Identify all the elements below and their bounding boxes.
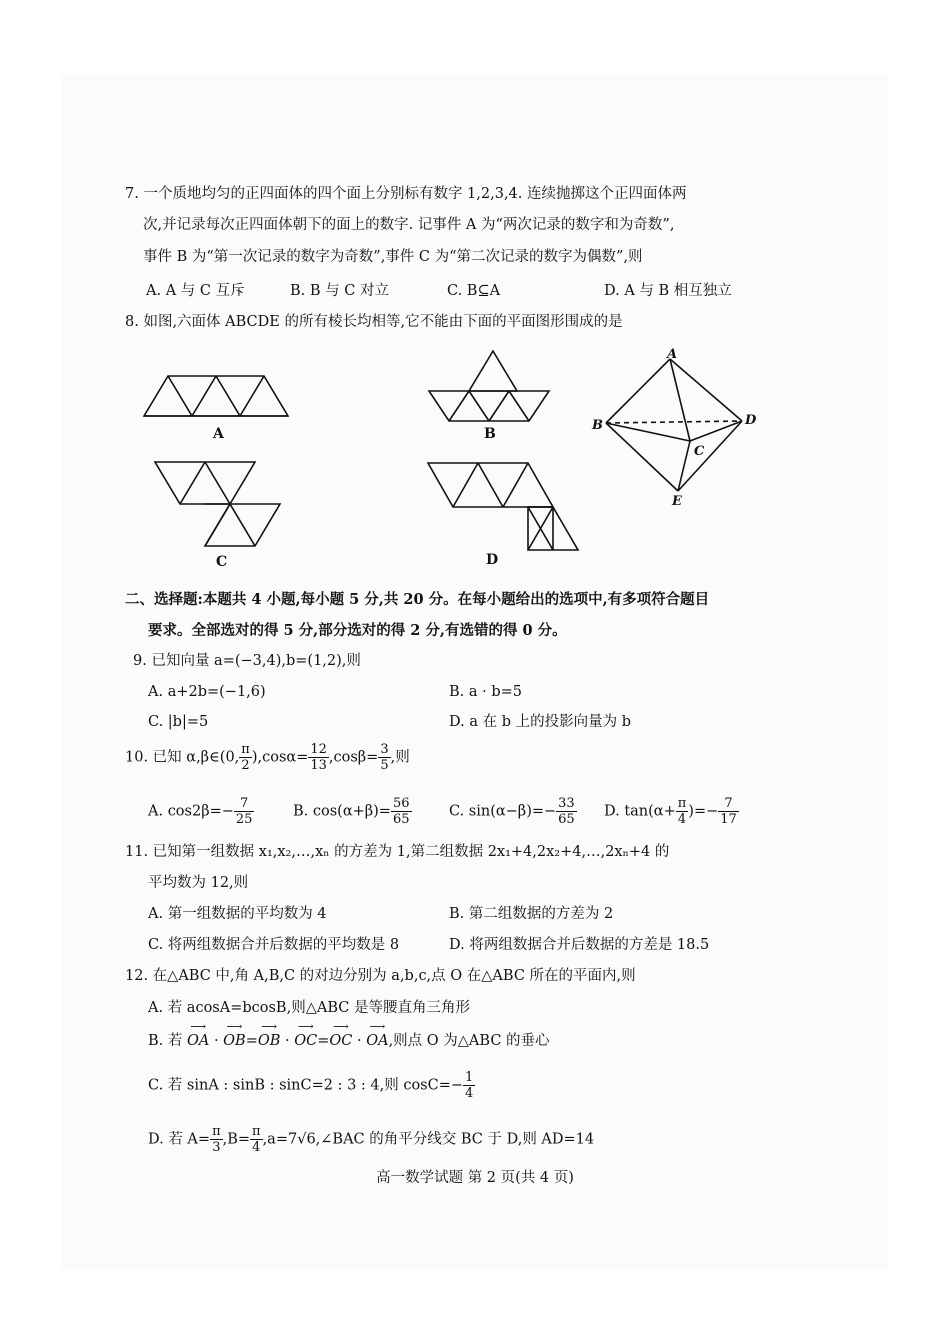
hexahedron-figure bbox=[600, 345, 750, 505]
q10-option-a: A. cos2β=− $\frac{7}{25}$ bbox=[148, 796, 253, 827]
page-footer: 高一数学试题 第 2 页(共 4 页) bbox=[376, 1170, 574, 1186]
q7-line2: 次,并记录每次正四面体朝下的面上的数字. 记事件 A 为“两次记录的数字和为奇数”, bbox=[143, 217, 675, 233]
q9-option-d: D. a 在 b 上的投影向量为 b bbox=[449, 714, 631, 730]
q7-option-a: A. A 与 C 互斥 bbox=[146, 283, 245, 299]
cos-alpha-value: $\frac{12}{13}$ bbox=[310, 742, 327, 773]
q10-option-b: B. cos(α+β)= $\frac{56}{65}$ bbox=[293, 796, 410, 827]
q10-option-c: C. sin(α−β)=− $\frac{33}{65}$ bbox=[449, 796, 575, 827]
q9-stem: 9. 已知向量 a=(−3,4),b=(1,2),则 bbox=[133, 653, 361, 669]
vector-oa-2: ⟶ OA bbox=[366, 1032, 388, 1050]
vector-oc: ⟶ OC bbox=[294, 1032, 317, 1050]
vertex-e-label: E bbox=[672, 494, 682, 509]
pi-over-2: $\frac{\pi}{2}$ bbox=[241, 742, 250, 773]
net-a-figure bbox=[140, 372, 300, 422]
vector-oa: ⟶ OA bbox=[187, 1032, 209, 1050]
q10-stem: 10. 已知 α,β∈(0, $\frac{\pi}{2}$ ),cosα= $\frac{12}{13}$ ,cosβ= $\frac{3}{5}$ ,则 bbox=[125, 742, 410, 773]
net-d-figure bbox=[425, 460, 585, 555]
vertex-a-label: A bbox=[667, 347, 678, 362]
q11-line1: 11. 已知第一组数据 x₁,x₂,…,xₙ 的方差为 1,第二组数据 2x₁+4,2x₂+4,…,2xₙ+4 的 bbox=[125, 844, 670, 860]
q12-option-d: D. 若 A= $\frac{\pi}{3}$ ,B= $\frac{\pi}{4}$ ,a=7√6,∠BAC 的角平分线交 BC 于 D,则 AD=14 bbox=[148, 1124, 595, 1155]
q9-option-a: A. a+2b=(−1,6) bbox=[148, 684, 266, 700]
net-b-figure bbox=[425, 348, 555, 428]
vertex-d-label: D bbox=[745, 413, 757, 428]
vector-ob: ⟶ OB bbox=[223, 1032, 246, 1050]
q11-line2: 平均数为 12,则 bbox=[148, 875, 249, 891]
q12-option-a: A. 若 acosA=bcosB,则△ABC 是等腰直角三角形 bbox=[148, 1000, 470, 1016]
net-a-label: A bbox=[213, 426, 224, 442]
q7-option-d: D. A 与 B 相互独立 bbox=[604, 283, 732, 299]
q12-stem: 12. 在△ABC 中,角 A,B,C 的对边分别为 a,b,c,点 O 在△ABC 所在的平面内,则 bbox=[125, 968, 636, 984]
q7-line3: 事件 B 为“第一次记录的数字为奇数”,事件 C 为“第二次记录的数字为偶数”,则 bbox=[143, 249, 643, 265]
q7-line1: 7. 一个质地均匀的正四面体的四个面上分别标有数字 1,2,3,4. 连续抛掷这个正四面体两 bbox=[125, 186, 687, 202]
vertex-c-label: C bbox=[694, 444, 705, 459]
q11-option-a: A. 第一组数据的平均数为 4 bbox=[148, 906, 327, 922]
q9-option-b: B. a · b=5 bbox=[449, 684, 523, 700]
section2-title-line2: 要求。全部选对的得 5 分,部分选对的得 2 分,有选错的得 0 分。 bbox=[148, 622, 567, 639]
q11-option-c: C. 将两组数据合并后数据的平均数是 8 bbox=[148, 937, 400, 953]
q12-option-c: C. 若 sinA : sinB : sinC=2 : 3 : 4,则 cosC=− $\frac{1}{4}$ bbox=[148, 1070, 474, 1101]
net-c-figure bbox=[150, 458, 290, 558]
net-b-label: B bbox=[484, 426, 496, 442]
q8-stem: 8. 如图,六面体 ABCDE 的所有棱长均相等,它不能由下面的平面图形围成的是 bbox=[125, 314, 623, 330]
q9-option-c: C. |b|=5 bbox=[148, 714, 209, 730]
q7-option-c: C. B⊆A bbox=[447, 283, 501, 299]
net-c-label: C bbox=[216, 554, 228, 570]
q7-option-b: B. B 与 C 对立 bbox=[290, 283, 389, 299]
q10-option-d: D. tan(α+ $\frac{\pi}{4}$ )=− $\frac{7}{17}$ bbox=[604, 796, 737, 827]
q11-option-b: B. 第二组数据的方差为 2 bbox=[449, 906, 614, 922]
section2-title-line1: 二、选择题:本题共 4 小题,每小题 5 分,共 20 分。在每小题给出的选项中,有多项符合题目 bbox=[125, 591, 710, 608]
vertex-b-label: B bbox=[592, 418, 603, 433]
q11-option-d: D. 将两组数据合并后数据的方差是 18.5 bbox=[449, 937, 710, 953]
vector-ob-2: ⟶ OB bbox=[258, 1032, 281, 1050]
net-d-label: D bbox=[486, 552, 499, 568]
vector-oc-2: ⟶ OC bbox=[329, 1032, 352, 1050]
cos-beta-value: $\frac{3}{5}$ bbox=[380, 742, 389, 773]
q12-option-b: B. 若 ⟶ OA · ⟶ OB=⟶ OB · ⟶ OC=⟶ OC · ⟶ OA,则点 O 为△ABC 的垂心 bbox=[148, 1032, 550, 1050]
